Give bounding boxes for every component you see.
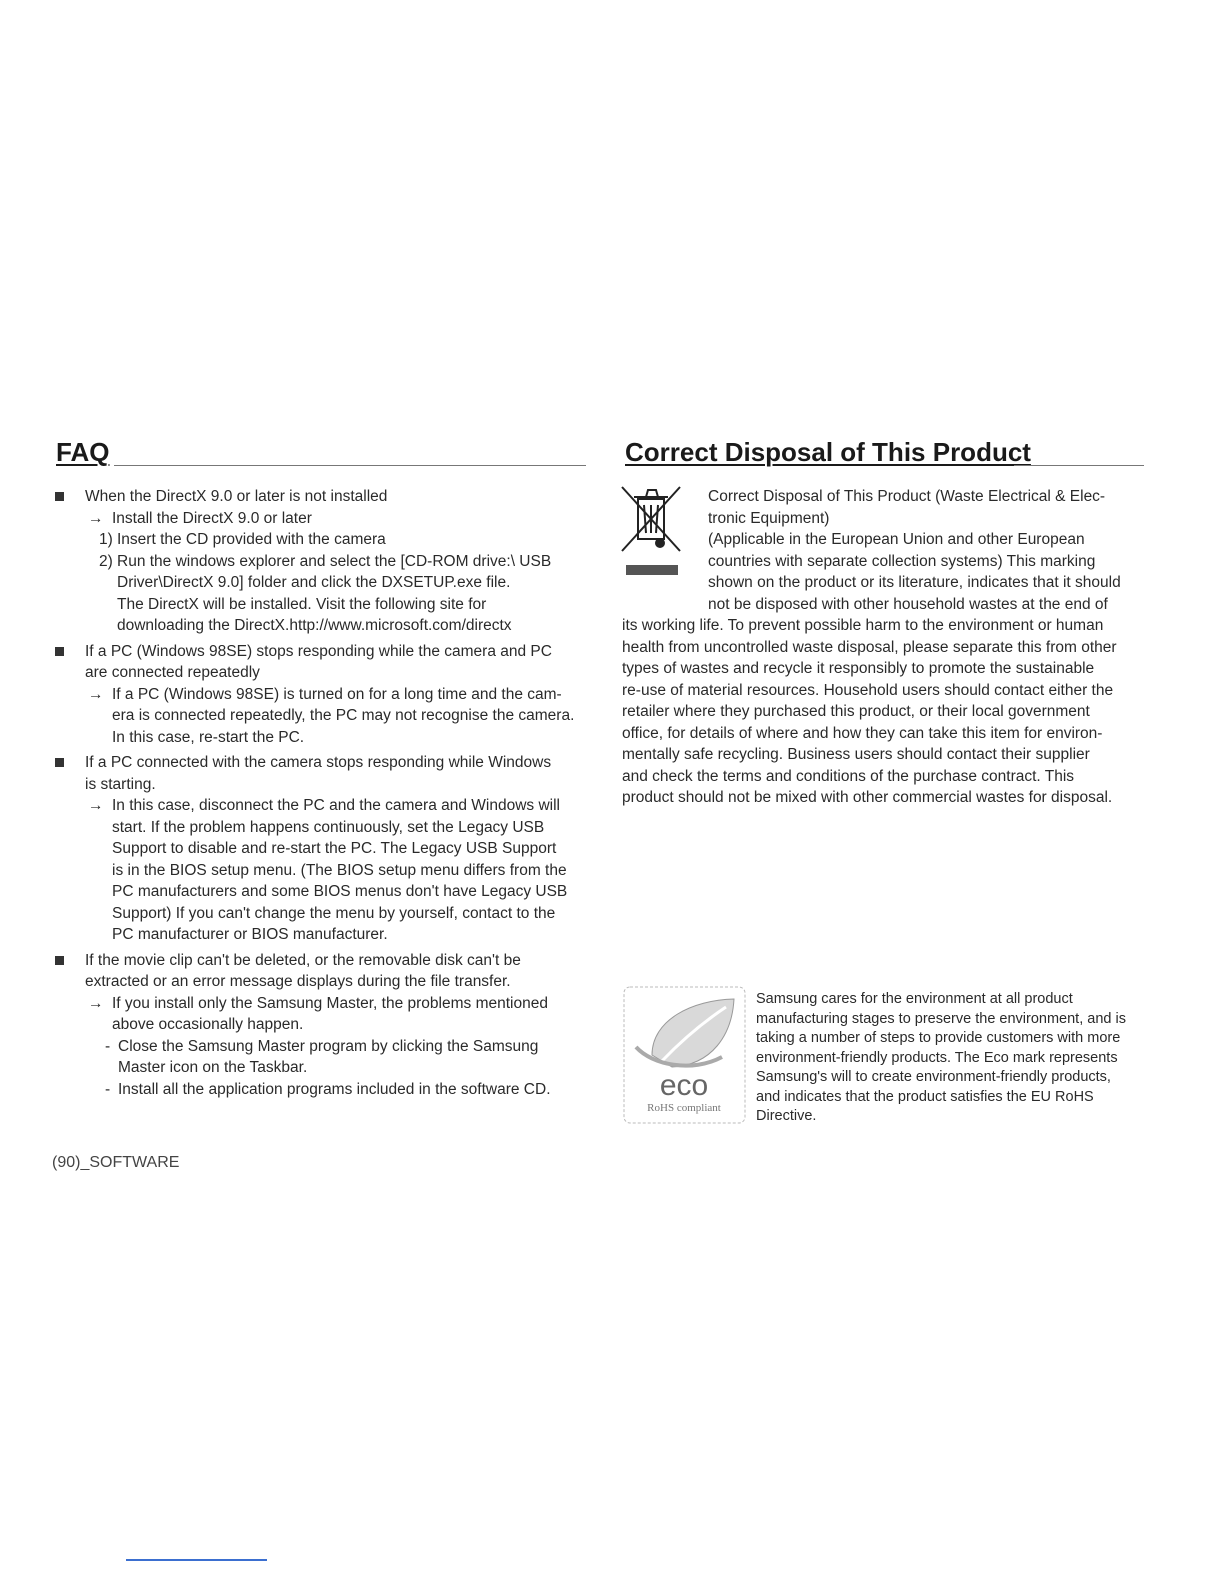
faq-item <box>54 752 599 946</box>
faq-item <box>54 641 599 749</box>
footer-separator: _ <box>80 1154 90 1171</box>
disposal-line: re-use of material resources. Household users should contact either the <box>622 681 1114 699</box>
disposal-line: tronic Equipment) <box>708 509 830 527</box>
eco-logo-caption: RoHS compliant <box>647 1102 721 1114</box>
faq-item <box>54 486 599 637</box>
faq-dash-item: - Close the Samsung Master program by clicking the Samsung <box>105 1037 539 1055</box>
page-number: 90 <box>57 1154 76 1171</box>
faq-question-line: is starting. <box>85 775 156 793</box>
faq-answer-line: PC manufacturers and some BIOS menus don't have Legacy USB <box>112 883 568 900</box>
eco-line: Samsung's will to create environment-friendly products, <box>756 1069 1111 1085</box>
faq-title: FAQ <box>56 437 110 467</box>
bullet-square <box>55 492 64 501</box>
disposal-title-rule <box>1014 465 1144 466</box>
faq-answer-line: In this case, re-start the PC. <box>112 728 305 746</box>
faq-step-line: The DirectX will be installed. Visit the following site for <box>117 595 487 613</box>
faq-answer-line: start. If the problem happens continuously, set the Legacy USB <box>112 818 545 836</box>
faq-answer: → Install the DirectX 9.0 or later <box>85 508 599 530</box>
disposal-line: not be disposed with other household wastes at the end of <box>708 595 1108 613</box>
disposal-line: and check the terms and conditions of the purchase contract. This <box>622 767 1075 785</box>
bullet-square <box>55 758 64 767</box>
eco-line: taking a number of steps to provide customers with more <box>756 1030 1121 1046</box>
eco-rohs-logo <box>622 985 747 1125</box>
disposal-line: retailer where they purchased this product, or their local government <box>622 703 1090 720</box>
disposal-line: Correct Disposal of This Product (Waste Electrical & Elec- <box>708 488 1106 505</box>
arrow-icon: → <box>88 797 104 814</box>
bullet-square <box>55 956 64 965</box>
faq-item <box>54 950 599 1101</box>
faq-answer-line: era is connected repeatedly, the PC may not recognise the camera. <box>112 707 575 724</box>
disposal-line: types of wastes and recycle it responsibly to promote the sustainable <box>622 660 1095 677</box>
faq-answer-line: Support to disable and re-start the PC. The Legacy USB Support <box>112 840 557 857</box>
faq-answer-line: above occasionally happen. <box>112 1016 304 1033</box>
faq-answer: → In this case, disconnect the PC and the camera and Windows will <box>85 795 599 817</box>
faq-question-line: extracted or an error message displays during the file transfer. <box>85 973 511 990</box>
faq-question: When the DirectX 9.0 or later is not installed <box>85 488 388 505</box>
faq-list <box>54 486 599 1104</box>
disposal-line: mentally safe recycling. Business users should contact their supplier <box>622 746 1090 763</box>
footer-section: SOFTWARE <box>89 1154 180 1171</box>
faq-answer-line: Support) If you can't change the menu by yourself, contact to the <box>112 904 556 922</box>
disposal-paragraph <box>622 486 1146 809</box>
disposal-line: shown on the product or its literature, indicates that it should <box>708 574 1121 591</box>
eco-logo-word: eco <box>659 1069 709 1102</box>
faq-question-line: If the movie clip can't be deleted, or the removable disk can't be <box>85 951 521 969</box>
eco-paragraph <box>756 990 1156 1127</box>
faq-step-line: downloading the DirectX.http://www.microsoft.com/directx <box>117 617 512 634</box>
disposal-line: (Applicable in the European Union and other European <box>708 531 1085 548</box>
faq-question-line: If a PC (Windows 98SE) stops responding while the camera and PC <box>85 642 552 660</box>
faq-answer: → If a PC (Windows 98SE) is turned on for a long time and the cam- <box>85 684 599 706</box>
disposal-title: Correct Disposal of This Product <box>625 437 1031 467</box>
faq-title-rule <box>114 465 586 466</box>
arrow-icon: → <box>88 509 104 527</box>
faq-answer: → If you install only the Samsung Master, the problems mentioned <box>85 993 599 1015</box>
faq-dash-line: Master icon on the Taskbar. <box>118 1059 308 1076</box>
footer-bracket-open: ( <box>52 1154 58 1171</box>
disposal-line: office, for details of where and how they can take this item for environ- <box>622 724 1103 742</box>
faq-step: 1) Insert the CD provided with the camera <box>99 531 386 548</box>
eco-line: Samsung cares for the environment at all product <box>756 991 1073 1007</box>
footer-bracket-close: ) <box>75 1154 81 1171</box>
faq-answer-line: PC manufacturer or BIOS manufacturer. <box>112 926 388 943</box>
faq-step-line: Driver\DirectX 9.0] folder and click the DXSETUP.exe file. <box>117 574 511 591</box>
bullet-square <box>55 647 64 656</box>
eco-line: manufacturing stages to preserve the environment, and is <box>756 1010 1126 1027</box>
disposal-line: health from uncontrolled waste disposal, please separate this from other <box>622 638 1117 656</box>
faq-step: 2) Run the windows explorer and select the [CD-ROM drive:\ USB <box>99 552 552 570</box>
eco-line: environment-friendly products. The Eco mark represents <box>756 1049 1118 1066</box>
arrow-icon: → <box>88 994 104 1012</box>
bottom-divider <box>126 1559 267 1561</box>
faq-answer-line: is in the BIOS setup menu. (The BIOS setup menu differs from the <box>112 861 567 879</box>
faq-question-line: If a PC connected with the camera stops responding while Windows <box>85 754 552 771</box>
disposal-line: product should not be mixed with other commercial wastes for disposal. <box>622 789 1113 806</box>
faq-dash-item: - Install all the application programs included in the software CD. <box>105 1080 551 1098</box>
eco-line: and indicates that the product satisfies the EU RoHS <box>756 1088 1094 1105</box>
disposal-line: its working life. To prevent possible harm to the environment or human <box>622 617 1104 634</box>
disposal-line: countries with separate collection systems) This marking <box>708 552 1096 570</box>
faq-question-line: are connected repeatedly <box>85 664 260 681</box>
eco-line: Directive. <box>756 1108 817 1124</box>
arrow-icon: → <box>88 685 104 703</box>
page-footer <box>52 1154 179 1172</box>
